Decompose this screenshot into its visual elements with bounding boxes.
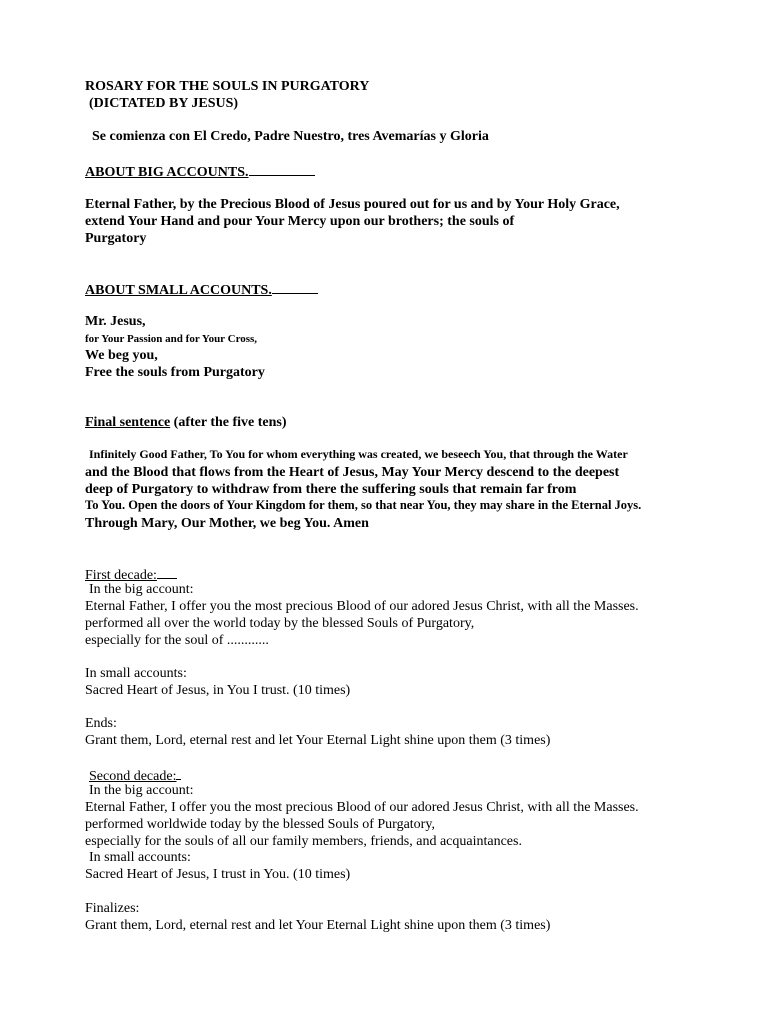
first-decade-small-line: Sacred Heart of Jesus, in You I trust. (10 times) bbox=[85, 683, 351, 698]
second-decade-big-label: In the big account: bbox=[89, 783, 194, 798]
big-accounts-heading bbox=[85, 162, 315, 181]
second-decade-big-line: especially for the souls of all our family members, friends, and acquaintances. bbox=[85, 834, 522, 849]
final-sentence-line: and the Blood that flows from the Heart of Jesus, May Your Mercy descend to the deepest bbox=[85, 465, 620, 480]
first-decade-big-line: performed all over the world today by the blessed Souls of Purgatory, bbox=[85, 616, 475, 631]
big-accounts-line: Purgatory bbox=[85, 231, 147, 246]
final-sentence-line: deep of Purgatory to withdraw from there the suffering souls that remain far from bbox=[85, 482, 577, 497]
final-sentence-heading-text: Final sentence bbox=[85, 415, 171, 430]
second-decade-big-line: Eternal Father, I offer you the most precious Blood of our adored Jesus Christ, with all the Masses. bbox=[85, 800, 639, 815]
big-accounts-line: Eternal Father, by the Precious Blood of Jesus poured out for us and by Your Holy Grace, bbox=[85, 197, 620, 212]
first-decade-small-label: In small accounts: bbox=[85, 666, 187, 681]
final-sentence-line: To You. Open the doors of Your Kingdom for them, so that near You, they may share in the Eternal Joys. bbox=[85, 498, 642, 512]
heading-underline bbox=[272, 280, 318, 294]
heading-underline bbox=[176, 766, 181, 780]
final-sentence-heading-suffix: (after the five tens) bbox=[170, 415, 287, 430]
first-decade-big-line: Eternal Father, I offer you the most precious Blood of our adored Jesus Christ, with all the Masses. bbox=[85, 599, 639, 614]
first-decade-big-line: especially for the soul of ............ bbox=[85, 633, 269, 648]
second-decade-end-line: Grant them, Lord, eternal rest and let Your Eternal Light shine upon them (3 times) bbox=[85, 918, 551, 933]
second-decade-heading-text: Second decade: bbox=[89, 769, 177, 784]
first-decade-end-line: Grant them, Lord, eternal rest and let Your Eternal Light shine upon them (3 times) bbox=[85, 733, 551, 748]
big-accounts-heading-text: ABOUT BIG ACCOUNTS. bbox=[85, 165, 249, 180]
small-accounts-line: We beg you, bbox=[85, 348, 158, 363]
small-accounts-line: Mr. Jesus, bbox=[85, 314, 146, 329]
first-decade-big-label: In the big account: bbox=[89, 582, 194, 597]
final-sentence-heading bbox=[85, 414, 287, 431]
heading-underline bbox=[157, 565, 177, 579]
heading-underline bbox=[249, 162, 315, 176]
small-accounts-heading bbox=[85, 280, 318, 299]
intro-line: Se comienza con El Credo, Padre Nuestro, tres Avemarías y Gloria bbox=[92, 129, 489, 144]
second-decade-small-line: Sacred Heart of Jesus, I trust in You. (10 times) bbox=[85, 867, 351, 882]
final-sentence-line: Infinitely Good Father, To You for whom everything was created, we beseech You, that through the Water bbox=[89, 447, 628, 461]
big-accounts-line: extend Your Hand and pour Your Mercy upon our brothers; the souls of bbox=[85, 214, 515, 229]
first-decade-end-label: Ends: bbox=[85, 716, 117, 731]
second-decade-end-label: Finalizes: bbox=[85, 901, 140, 916]
small-accounts-line: Free the souls from Purgatory bbox=[85, 365, 265, 380]
first-decade-heading-text: First decade: bbox=[85, 568, 157, 583]
second-decade-small-label: In small accounts: bbox=[89, 850, 191, 865]
small-accounts-heading-text: ABOUT SMALL ACCOUNTS. bbox=[85, 283, 272, 298]
final-sentence-line: Through Mary, Our Mother, we beg You. Amen bbox=[85, 516, 369, 531]
second-decade-big-line: performed worldwide today by the blessed Souls of Purgatory, bbox=[85, 817, 435, 832]
small-accounts-line: for Your Passion and for Your Cross, bbox=[85, 333, 258, 345]
document-subtitle: (DICTATED BY JESUS) bbox=[89, 96, 239, 111]
document-title: ROSARY FOR THE SOULS IN PURGATORY bbox=[85, 79, 370, 94]
